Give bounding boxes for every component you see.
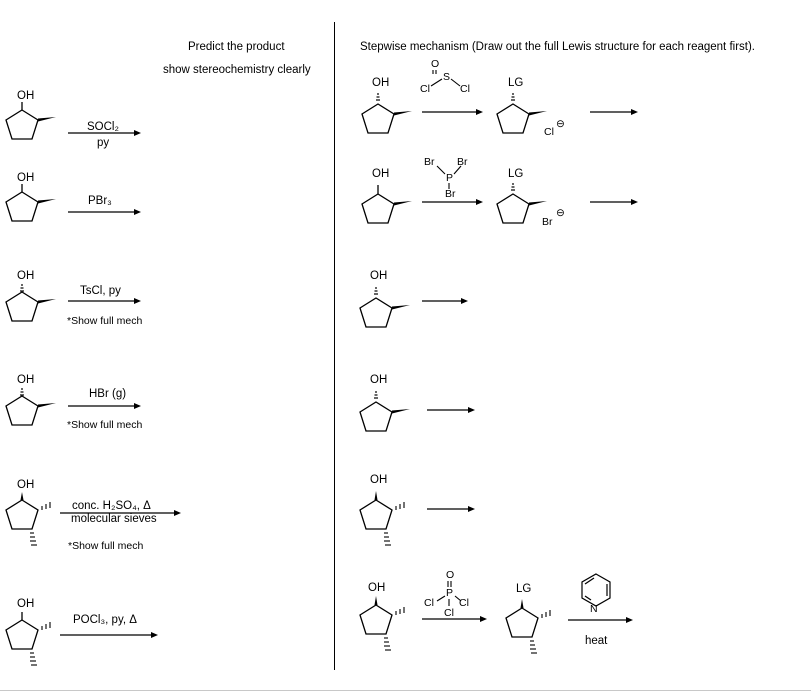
left-title-line1: Predict the product <box>188 41 285 53</box>
row5-reagent: conc. H₂SO₄, Δ <box>72 500 151 512</box>
r-row5-oh: OH <box>370 474 388 486</box>
r-row6-cl2: Cl <box>459 597 469 609</box>
r-row6-oh: OH <box>368 582 386 594</box>
r-row1-lg: LG <box>508 77 524 89</box>
r-row2-counter-ion: Br <box>542 216 553 228</box>
r-row2-lg: LG <box>508 168 524 180</box>
r-row2-charge: ⊖ <box>556 207 565 219</box>
r-row3-oh: OH <box>370 270 388 282</box>
r-row2-br1: Br <box>424 156 435 168</box>
row2-reagent: PBr₃ <box>88 195 112 207</box>
r-row1-cl2: Cl <box>460 83 470 95</box>
row3-oh-label: OH <box>17 270 35 282</box>
left-title-line2: show stereochemistry clearly <box>163 64 311 76</box>
row1-reagent: SOCl₂ <box>87 121 119 133</box>
r-row6-lg: LG <box>516 583 532 595</box>
row6-reagent: POCl₃, py, Δ <box>73 614 137 626</box>
r-row6-p: P <box>446 587 454 599</box>
r-row6-pyridine-n: N <box>590 603 598 615</box>
r-row6-o: O <box>446 569 455 581</box>
row4-oh-label: OH <box>17 374 35 386</box>
row3-reagent: TsCl, py <box>80 285 121 297</box>
r-row1-oh: OH <box>372 77 390 89</box>
r-row2-br2: Br <box>457 156 468 168</box>
r-row1-o: O <box>431 58 440 70</box>
r-row6-condition: heat <box>585 635 608 647</box>
right-title: Stepwise mechanism (Draw out the full Lewis structure for each reagent first). <box>360 41 755 53</box>
r-row6-cl1: Cl <box>424 597 434 609</box>
row5-oh-label: OH <box>17 479 35 491</box>
row2-oh-label: OH <box>17 172 35 184</box>
row1-oh-label: OH <box>17 90 35 102</box>
row3-note: *Show full mech <box>67 315 143 327</box>
r-row1-s: S <box>443 71 451 83</box>
row4-reagent: HBr (g) <box>89 388 127 400</box>
r-row4-oh: OH <box>370 374 388 386</box>
row5-note: *Show full mech <box>68 540 144 552</box>
r-row2-br3: Br <box>445 188 456 200</box>
r-row2-p: P <box>446 172 454 184</box>
row6-oh-label: OH <box>17 598 35 610</box>
r-row1-counter-ion: Cl <box>544 126 554 138</box>
r-row1-cl1: Cl <box>420 83 430 95</box>
r-row2-oh: OH <box>372 168 390 180</box>
row1-reagent-line2: py <box>97 137 110 149</box>
row4-note: *Show full mech <box>67 419 143 431</box>
r-row1-charge: ⊖ <box>556 118 565 130</box>
r-row6-cl3: Cl <box>444 607 454 619</box>
row5-reagent-line2: molecular sieves <box>71 513 157 525</box>
